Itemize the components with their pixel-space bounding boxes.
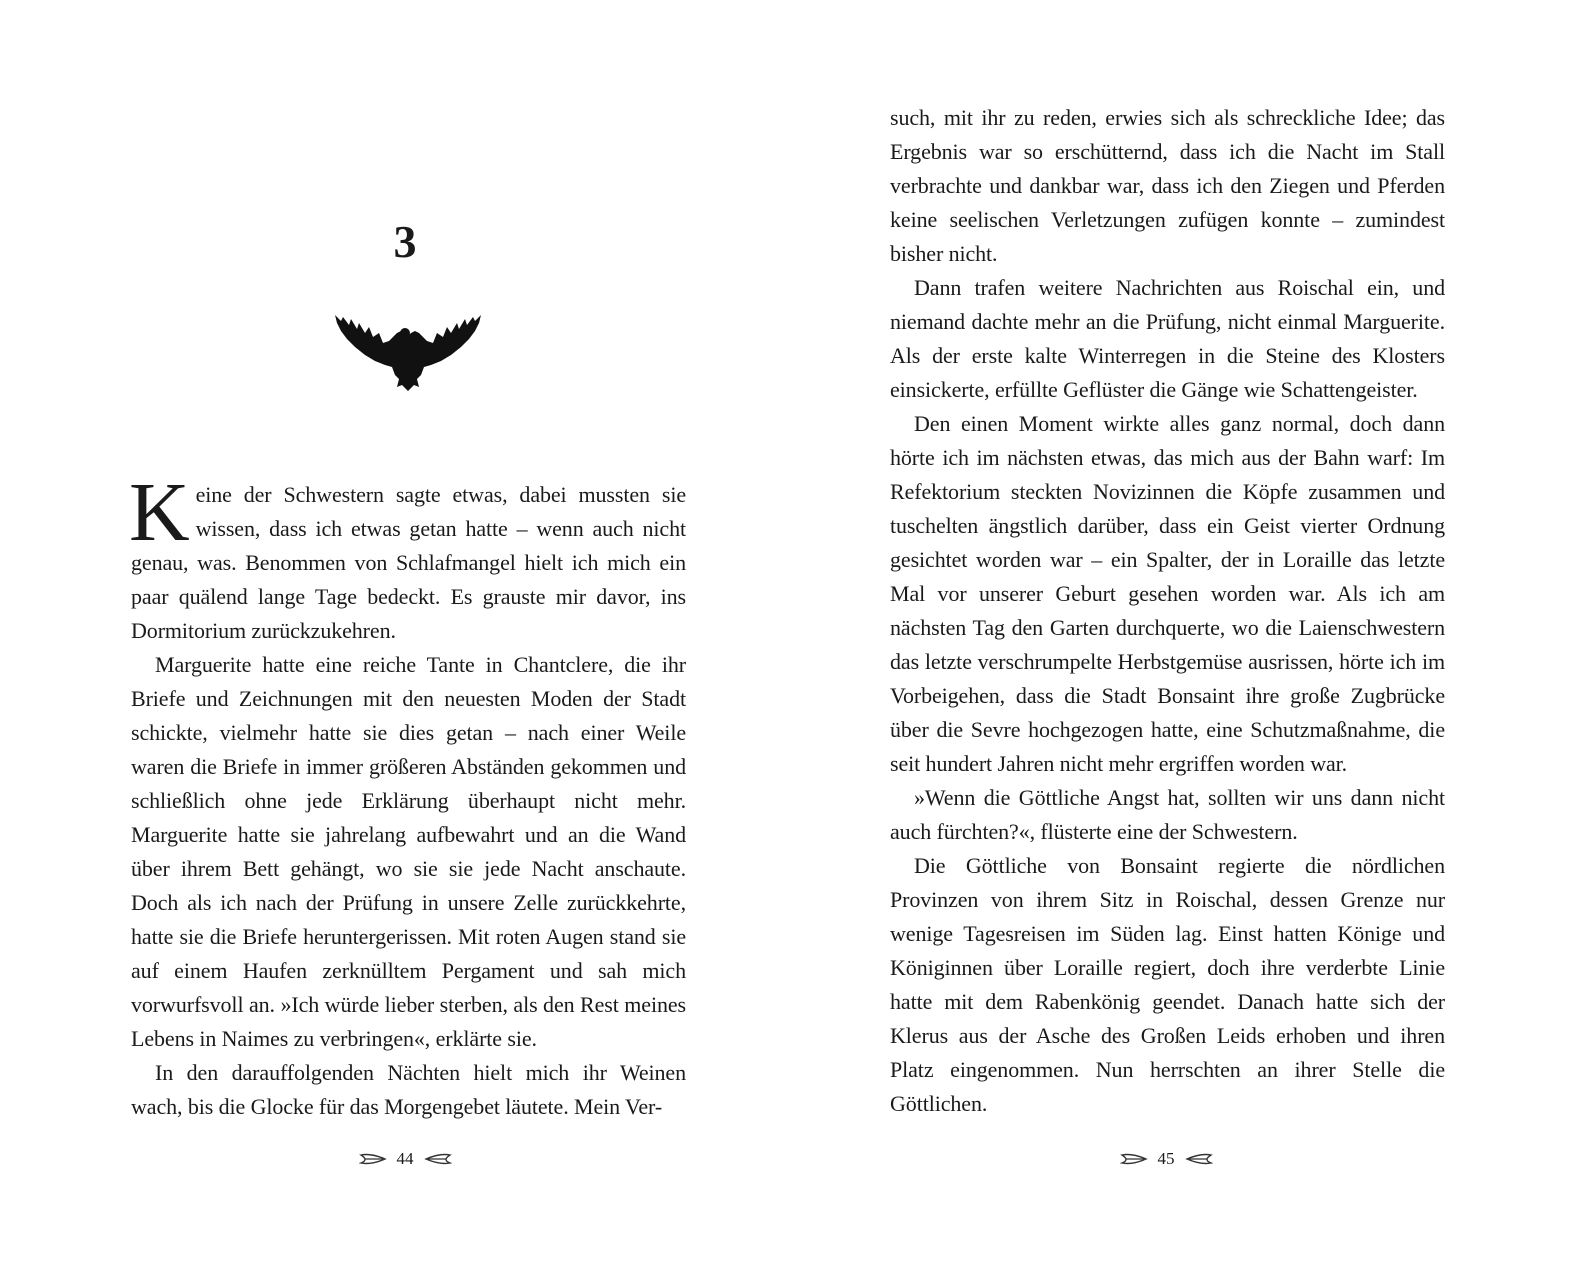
folio-flourish-icon bbox=[359, 1151, 387, 1167]
folio-flourish-icon bbox=[1185, 1151, 1213, 1167]
right-page bbox=[797, 0, 1594, 1270]
paragraph: In den darauffolgenden Nächten hielt mich ihr Weinen wach, bis die Glocke für das Morgengebet läutete. Mein Ver- bbox=[131, 1060, 686, 1119]
page-folio bbox=[330, 1147, 480, 1171]
right-text-column bbox=[890, 101, 1445, 1121]
paragraph: such, mit ihr zu reden, erwies sich als schreckliche Idee; das Ergebnis war so erschütternd, dass ich die Nacht im Stall verbrachte und dankbar war, dass ich den Ziegen und Pferden keine seelischen Verletzungen zufügen konnte – zumindest bisher nicht. bbox=[890, 105, 1445, 266]
paragraph: Marguerite hatte eine reiche Tante in Chantclere, die ihr Briefe und Zeichnungen mit den neuesten Moden der Stadt schickte, vielmehr hatte sie dies getan – nach einer Weile waren die Briefe in immer größeren Abständen gekommen und schließlich ohne jede Erklärung überhaupt nicht mehr. Marguerite hatte sie jahrelang aufbewahrt und an die Wand über ihrem Bett gehängt, wo sie sie jede Nacht anschaute. Doch als ich nach der Prüfung in unsere Zelle zurückkehrte, hatte sie die Briefe heruntergerissen. Mit roten Augen stand sie auf einem Haufen zerknülltem Pergament und sah mich vorwurfsvoll an. »Ich würde lieber sterben, als den Rest meines Lebens in Naimes zu verbringen«, erklärte sie. bbox=[131, 652, 686, 1051]
page-number: 45 bbox=[1157, 1149, 1175, 1168]
paragraph: Die Göttliche von Bonsaint regierte die nördlichen Provinzen von ihrem Sitz in Roischal, dessen Grenze nur wenige Tagesreisen im Süden lag. Einst hatten Könige und Königinnen über Loraille regiert, doch ihre verderbte Linie hatte mit dem Rabenkönig geendet. Danach hatte sich der Klerus aus der Asche des Großen Leids erhoben und ihren Platz eingenommen. Nun herrschten an ihrer Stelle die Göttlichen. bbox=[890, 853, 1445, 1116]
folio-flourish-icon bbox=[1120, 1151, 1148, 1167]
chapter-number: 3 bbox=[393, 216, 417, 267]
dropcap-letter: K bbox=[129, 466, 190, 559]
paragraph-text: eine der Schwestern sagte etwas, dabei mussten sie wissen, dass ich etwas getan hatte – wenn auch nicht genau, was. Benommen von Schlafmangel hielt ich mich ein paar quälend lange Tage bedeckt. Es grauste mir davor, ins Dormitorium zurückzukehren. bbox=[131, 482, 686, 643]
paragraph: Den einen Moment wirkte alles ganz normal, doch dann hörte ich im nächsten etwas, das mich aus der Bahn warf: Im Refektorium steckten Novizinnen die Köpfe zusammen und tuschelten ängstlich darüber, dass ein Geist vierter Ordnung gesichtet worden war – ein Spalter, der in Loraille das letzte Mal vor unserer Geburt gesehen worden war. Als ich am nächsten Tag den Garten durchquerte, wo die Laienschwestern das letzte verschrumpelte Herbstgemüse ausrissen, hörte ich im Vorbeigehen, dass die Stadt Bonsaint ihre große Zugbrücke über die Sevre hochgezogen hatte, eine Schutzmaßnahme, die seit hundert Jahren nicht mehr ergriffen worden war. bbox=[890, 411, 1445, 776]
page-folio bbox=[1091, 1147, 1241, 1171]
page-number: 44 bbox=[396, 1149, 414, 1168]
paragraph: Dann trafen weitere Nachrichten aus Roischal ein, und niemand dachte mehr an die Prüfung, nicht einmal Marguerite. Als der erste kalte Winterregen in die Steine des Klosters einsickerte, erfüllte Geflüster die Gänge wie Schattengeister. bbox=[890, 275, 1445, 402]
folio-flourish-icon bbox=[424, 1151, 452, 1167]
paragraph: »Wenn die Göttliche Angst hat, sollten wir uns dann nicht auch fürchten?«, flüsterte eine der Schwestern. bbox=[890, 785, 1445, 844]
left-text-column bbox=[129, 466, 686, 1124]
paragraph bbox=[129, 466, 686, 648]
raven-silhouette-icon bbox=[335, 305, 481, 391]
